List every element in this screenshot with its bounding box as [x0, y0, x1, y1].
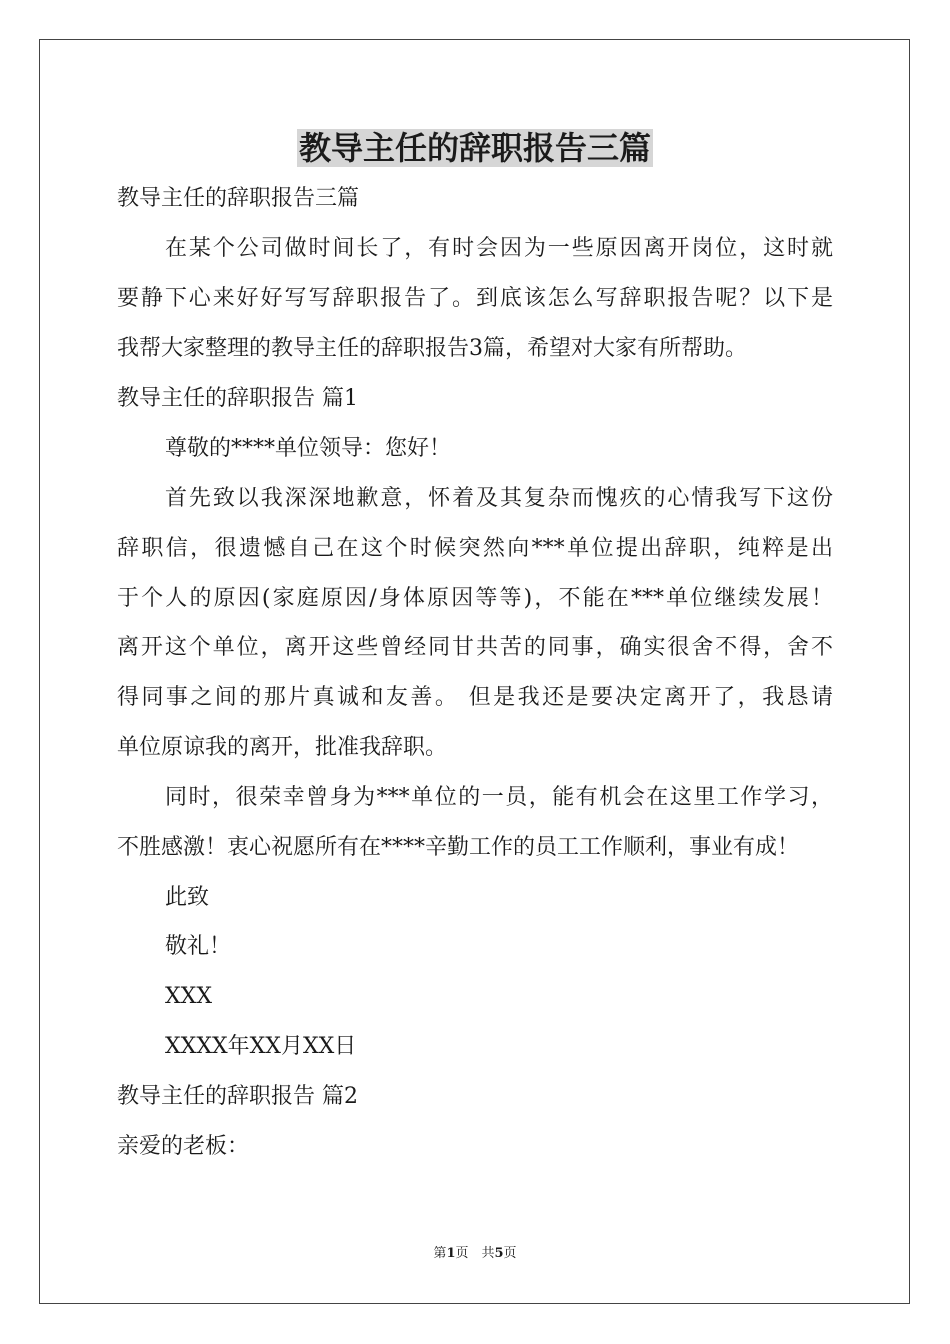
section-heading: 教导主任的辞职报告 篇2: [117, 1084, 358, 1109]
body-line: 于个人的原因(家庭原因/身体原因等等)，不能在***单位继续发展！: [117, 586, 833, 611]
footer-page-total: 5: [494, 1246, 504, 1261]
signature-date: XXXX年XX月XX日: [165, 1034, 357, 1059]
page-border: [39, 39, 910, 1304]
body-line: 不胜感激！衷心祝愿所有在****辛勤工作的员工工作顺利，事业有成！: [117, 835, 800, 860]
footer-prefix: 第: [433, 1246, 447, 1261]
footer-mid: 页 共: [455, 1246, 495, 1261]
body-line: 同时，很荣幸曾身为***单位的一员，能有机会在这里工作学习，: [165, 785, 833, 810]
document-title: 教导主任的辞职报告三篇: [298, 129, 651, 167]
footer-page-current: 1: [446, 1246, 456, 1261]
closing-line: 敬礼！: [165, 934, 232, 959]
section-heading: 教导主任的辞职报告 篇1: [117, 386, 358, 411]
body-line: 在某个公司做时间长了，有时会因为一些原因离开岗位，这时就: [165, 236, 833, 261]
body-line: 离开这个单位，离开这些曾经同甘共苦的同事，确实很舍不得，舍不: [117, 635, 833, 660]
subtitle-line: 教导主任的辞职报告三篇: [117, 186, 360, 211]
body-line: 首先致以我深深地歉意，怀着及其复杂而愧疚的心情我写下这份: [165, 486, 833, 511]
signature-name: XXX: [165, 984, 212, 1009]
footer-suffix: 页: [503, 1246, 517, 1261]
body-line: 我帮大家整理的教导主任的辞职报告3篇，希望对大家有所帮助。: [117, 336, 747, 361]
body-line: 要静下心来好好写写辞职报告了。到底该怎么写辞职报告呢？以下是: [117, 286, 833, 311]
body-line: 得同事之间的那片真诚和友善。 但是我还是要决定离开了，我恳请: [117, 685, 833, 710]
page-footer: [0, 1245, 950, 1263]
closing-line: 此致: [165, 885, 210, 910]
salutation-line: 亲爱的老板：: [117, 1134, 250, 1159]
salutation-line: 尊敬的****单位领导：您好！: [165, 436, 452, 461]
body-line: 单位原谅我的离开，批准我辞职。: [117, 735, 448, 760]
body-line: 辞职信，很遗憾自己在这个时候突然向***单位提出辞职，纯粹是出: [117, 536, 833, 561]
